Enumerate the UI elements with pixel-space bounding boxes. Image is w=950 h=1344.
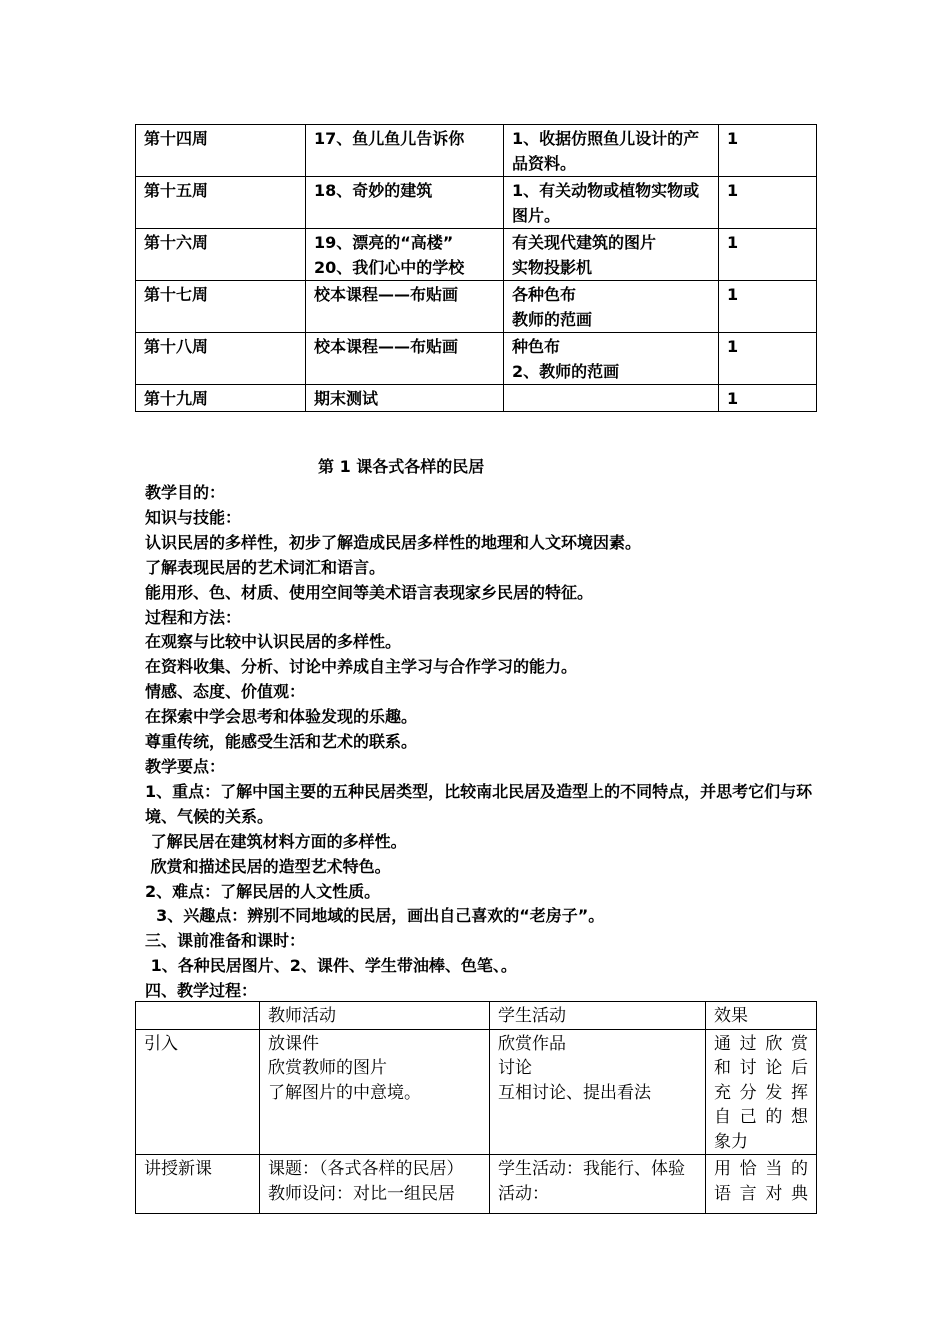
table-header-row [136, 1002, 817, 1030]
week-cell: 第十四周 [136, 125, 306, 177]
effect-line: 充分发挥 [714, 1082, 808, 1103]
effect-line: 象力 [714, 1131, 748, 1152]
table-row [136, 125, 817, 177]
body-line: 教学要点： [145, 756, 226, 776]
topic-cell: 校本课程——布贴画 [306, 333, 504, 385]
process-table [135, 1001, 817, 1214]
schedule-table [135, 124, 817, 412]
effect-line: 自己的想 [714, 1107, 808, 1127]
prep-cell: 种色布 2、教师的范画 [504, 333, 719, 385]
effect-cell [706, 1029, 817, 1155]
body-line: 1、各种民居图片、2、课件、学生带油棒、色笔、。 [145, 956, 517, 976]
week-cell: 第十六周 [136, 229, 306, 281]
body-line: 3、兴趣点：辨别不同地域的民居，画出自己喜欢的“老房子”。 [145, 906, 605, 926]
topic-cell: 19、漂亮的“高楼” 20、我们心中的学校 [306, 229, 504, 281]
header-cell: 教师活动 [260, 1002, 490, 1030]
body-line: 三、课前准备和课时： [145, 931, 306, 951]
student-cell: 学生活动：我能行、体验活动： [490, 1155, 706, 1214]
table-row [136, 385, 817, 412]
table-row [136, 333, 817, 385]
lesson-body [145, 481, 825, 1004]
hours-cell: 1 [719, 229, 817, 281]
table-row [136, 1029, 817, 1155]
body-line: 尊重传统，能感受生活和艺术的联系。 [145, 732, 418, 752]
body-line: 1、重点：了解中国主要的五种民居类型，比较南北民居及造型上的不同特点，并思考它们与环境、气候的关系。 [145, 781, 813, 826]
effect-line: 和讨论后 [714, 1058, 808, 1078]
body-line: 了解民居在建筑材料方面的多样性。 [145, 831, 407, 851]
prep-cell: 有关现代建筑的图片 实物投影机 [504, 229, 719, 281]
prep-cell: 各种色布 教师的范画 [504, 281, 719, 333]
header-cell [136, 1002, 260, 1030]
body-line: 能用形、色、材质、使用空间等美术语言表现家乡民居的特征。 [145, 582, 594, 602]
body-line: 欣赏和描述民居的造型艺术特色。 [145, 856, 391, 876]
prep-cell: 1、有关动物或植物实物或图片。 [504, 177, 719, 229]
table-row [136, 1155, 817, 1214]
topic-cell: 17、鱼儿鱼儿告诉你 [306, 125, 504, 177]
table-row [136, 229, 817, 281]
hours-cell: 1 [719, 281, 817, 333]
hours-cell: 1 [719, 125, 817, 177]
header-cell: 学生活动 [490, 1002, 706, 1030]
lesson-title: 第 1 课各式各样的民居 [318, 457, 485, 476]
body-line: 知识与技能： [145, 507, 242, 527]
body-line: 了解表现民居的艺术词汇和语言。 [145, 557, 386, 577]
week-cell: 第十七周 [136, 281, 306, 333]
hours-cell: 1 [719, 177, 817, 229]
effect-line: 用恰当的 [714, 1159, 808, 1179]
body-line: 情感、态度、价值观： [145, 682, 306, 702]
effect-line: 语言对典 [714, 1183, 808, 1204]
stage-cell: 讲授新课 [136, 1155, 260, 1214]
table-row [136, 177, 817, 229]
prep-cell: 1、收据仿照鱼儿设计的产品资料。 [504, 125, 719, 177]
week-cell: 第十五周 [136, 177, 306, 229]
hours-cell: 1 [719, 333, 817, 385]
effect-cell [706, 1155, 817, 1214]
hours-cell: 1 [719, 385, 817, 412]
body-line: 在探索中学会思考和体验发现的乐趣。 [145, 707, 418, 727]
body-line: 在资料收集、分析、讨论中养成自主学习与合作学习的能力。 [145, 657, 578, 677]
body-line: 教学目的： [145, 483, 226, 502]
stage-cell: 引入 [136, 1029, 260, 1155]
topic-cell: 校本课程——布贴画 [306, 281, 504, 333]
prep-cell [504, 385, 719, 412]
body-line: 过程和方法： [145, 607, 242, 627]
student-cell: 欣赏作品 讨论 互相讨论、提出看法 [490, 1029, 706, 1155]
week-cell: 第十八周 [136, 333, 306, 385]
header-cell: 效果 [706, 1002, 817, 1030]
body-line: 认识民居的多样性，初步了解造成民居多样性的地理和人文环境因素。 [145, 532, 642, 552]
week-cell: 第十九周 [136, 385, 306, 412]
teacher-cell: 放课件 欣赏教师的图片 了解图片的中意境。 [260, 1029, 490, 1155]
effect-line: 通过欣赏 [714, 1033, 808, 1054]
body-line: 在观察与比较中认识民居的多样性。 [145, 632, 402, 652]
table-row [136, 281, 817, 333]
body-line: 2、难点：了解民居的人文性质。 [145, 881, 381, 901]
teacher-cell: 课题：（各式各样的民居） 教师设问：对比一组民居 [260, 1155, 490, 1214]
topic-cell: 期末测试 [306, 385, 504, 412]
body-line: 四、教学过程： [145, 981, 258, 1001]
topic-cell: 18、奇妙的建筑 [306, 177, 504, 229]
